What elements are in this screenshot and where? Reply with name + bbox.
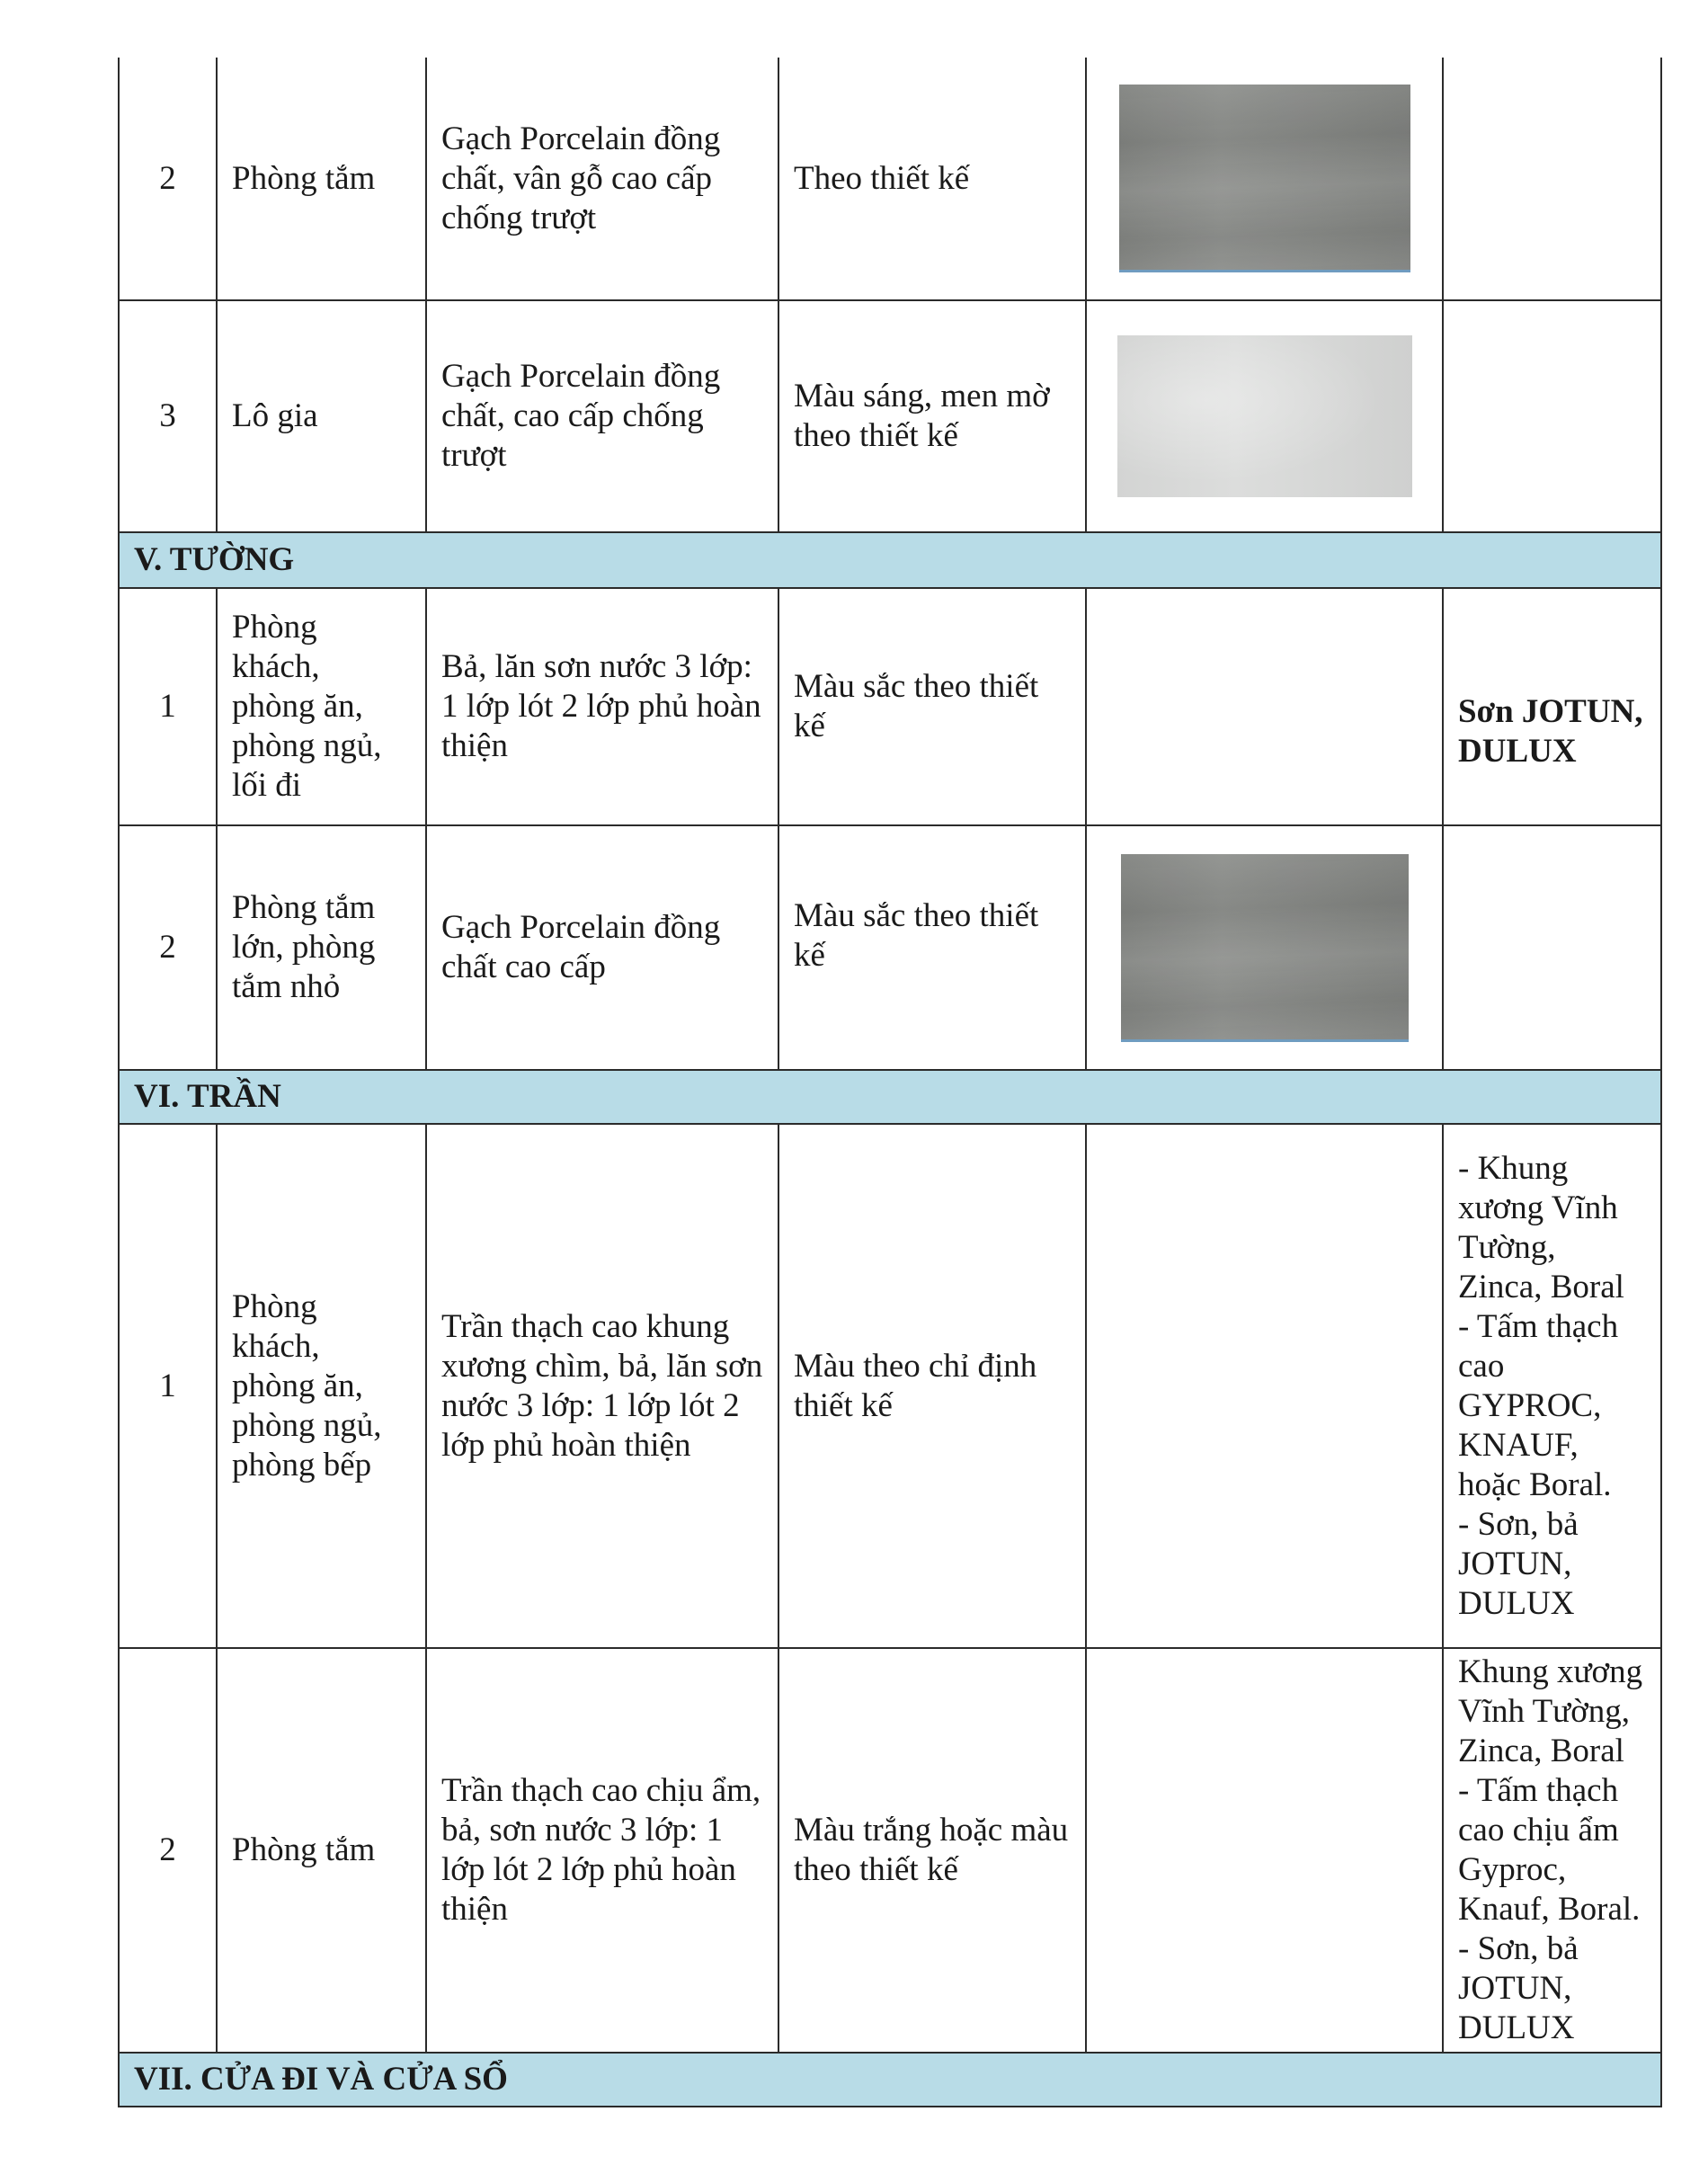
specification-table xyxy=(118,58,1662,2107)
table-row xyxy=(119,300,1661,532)
tile-swatch-image xyxy=(1117,335,1412,497)
swatch-cell xyxy=(1086,588,1443,825)
table-row xyxy=(119,1648,1661,2053)
brand-cell xyxy=(1443,58,1661,300)
tile-swatch-image xyxy=(1121,854,1409,1042)
swatch-cell xyxy=(1086,300,1443,532)
section-header-ceiling xyxy=(119,1070,1661,1124)
section-title: VI. TRẦN xyxy=(119,1070,1661,1124)
swatch-cell xyxy=(1086,825,1443,1070)
material-cell: Bả, lăn sơn nước 3 lớp: 1 lớp lót 2 lớp phủ hoàn thiện xyxy=(426,588,778,825)
material-cell: Gạch Porcelain đồng chất, cao cấp chống trượt xyxy=(426,300,778,532)
row-number: 2 xyxy=(119,58,217,300)
brand-cell xyxy=(1443,300,1661,532)
area-cell: Lô gia xyxy=(217,300,426,532)
row-number: 2 xyxy=(119,825,217,1070)
table-row xyxy=(119,825,1661,1070)
color-cell: Màu trắng hoặc màu theo thiết kế xyxy=(778,1648,1086,2053)
row-number: 2 xyxy=(119,1648,217,2053)
brand-cell: - Khung xương Vĩnh Tường, Zinca, Boral - Tấm thạch cao GYPROC, KNAUF, hoặc Boral. - Sơn, bả JOTUN, DULUX xyxy=(1443,1124,1661,1648)
table-row xyxy=(119,1124,1661,1648)
table-row xyxy=(119,588,1661,825)
section-title: VII. CỬA ĐI VÀ CỬA SỔ xyxy=(119,2053,1661,2107)
section-header-doors-windows xyxy=(119,2053,1661,2107)
area-cell: Phòng tắm xyxy=(217,1648,426,2053)
color-cell: Màu theo chỉ định thiết kế xyxy=(778,1124,1086,1648)
color-cell: Theo thiết kế xyxy=(778,58,1086,300)
table-row xyxy=(119,58,1661,300)
area-cell: Phòng tắm lớn, phòng tắm nhỏ xyxy=(217,825,426,1070)
color-cell: Màu sắc theo thiết kế xyxy=(778,825,1086,1070)
color-cell: Màu sáng, men mờ theo thiết kế xyxy=(778,300,1086,532)
material-cell: Gạch Porcelain đồng chất, vân gỗ cao cấp chống trượt xyxy=(426,58,778,300)
material-cell: Gạch Porcelain đồng chất cao cấp xyxy=(426,825,778,1070)
row-number: 1 xyxy=(119,1124,217,1648)
area-cell: Phòng tắm xyxy=(217,58,426,300)
brand-cell: Khung xương Vĩnh Tường, Zinca, Boral - Tấm thạch cao chịu ẩm Gyproc, Knauf, Boral. - Sơn, bả JOTUN, DULUX xyxy=(1443,1648,1661,2053)
section-header-walls xyxy=(119,532,1661,588)
brand-cell xyxy=(1443,825,1661,1070)
tile-swatch-image xyxy=(1119,85,1410,272)
row-number: 1 xyxy=(119,588,217,825)
area-cell: Phòng khách, phòng ăn, phòng ngủ, lối đi xyxy=(217,588,426,825)
material-cell: Trần thạch cao khung xương chìm, bả, lăn sơn nước 3 lớp: 1 lớp lót 2 lớp phủ hoàn thiện xyxy=(426,1124,778,1648)
brand-cell: Sơn JOTUN, DULUX xyxy=(1443,588,1661,825)
swatch-cell xyxy=(1086,58,1443,300)
material-cell: Trần thạch cao chịu ẩm, bả, sơn nước 3 lớp: 1 lớp lót 2 lớp phủ hoàn thiện xyxy=(426,1648,778,2053)
swatch-cell xyxy=(1086,1648,1443,2053)
color-cell: Màu sắc theo thiết kế xyxy=(778,588,1086,825)
swatch-cell xyxy=(1086,1124,1443,1648)
row-number: 3 xyxy=(119,300,217,532)
section-title: V. TƯỜNG xyxy=(119,532,1661,588)
area-cell: Phòng khách, phòng ăn, phòng ngủ, phòng bếp xyxy=(217,1124,426,1648)
